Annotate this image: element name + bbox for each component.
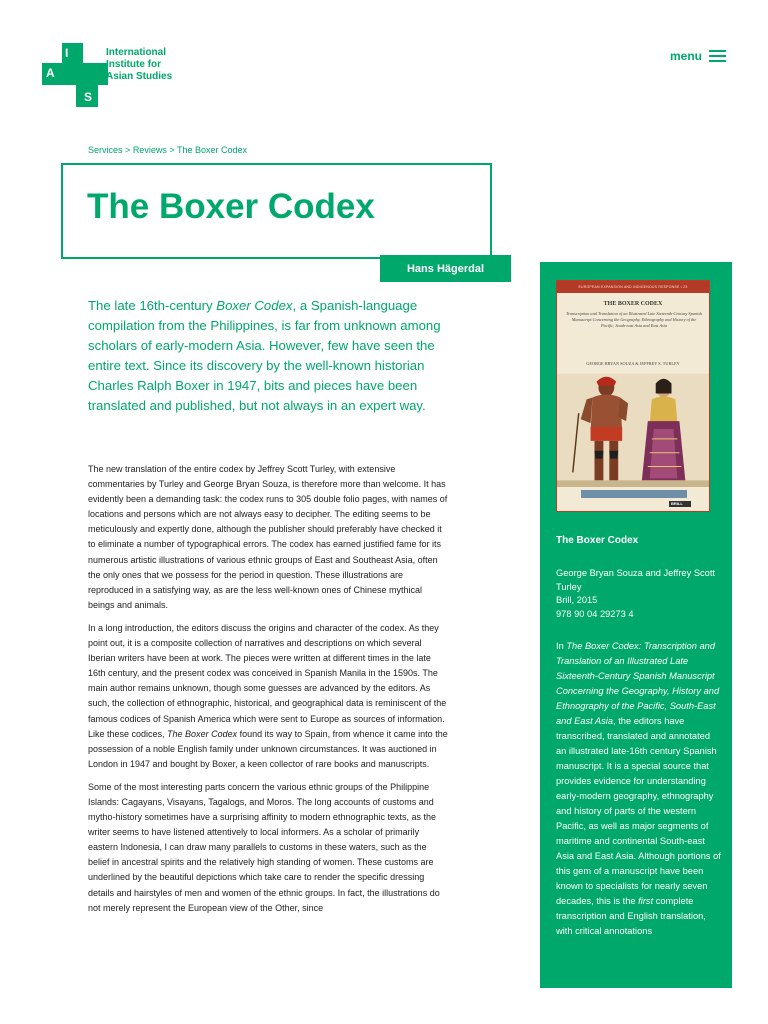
cover-series: EUROPEAN EXPANSION AND INDIGENOUS RESPONSE • 23	[557, 281, 709, 293]
book-authors: George Bryan Souza and Jeffrey Scott Turley	[556, 568, 716, 592]
book-description: In The Boxer Codex: Transcription and Translation of an Illustrated Late Sixteenth-Century Spanish Manuscript Concerning the Geography, History and Ethnography of the Pacific, South-East and East Asia, the editors have transcribed, translated and annotated an illustrated late-16th century Spanish manuscript. It is a special source that provides evidence for understanding early-modern geography, ethnography and history of parts of the western Pacific, as well as major segments of maritime and continental South-east Asia and East Asia. Although portions of this gem of a manuscript have been known to specialists for nearly seven decades, this is the first complete transcription and English translation, with critical annotations	[556, 641, 721, 936]
cover-subtitle: Transcription and Translation of an Illustrated Late Sixteenth-Century Spanish Manuscript Concerning the Geography, Ethnography and History of the Pacific, South-east Asia and East Asia	[565, 311, 703, 328]
logo-letter: I	[65, 46, 69, 60]
breadcrumb-separator: >	[169, 145, 175, 155]
title-box	[61, 163, 492, 259]
menu-label: menu	[669, 49, 702, 63]
book-publisher: Brill, 2015	[556, 595, 598, 606]
cover-authors: GEORGE BRYAN SOUZA & JEFFREY S. TURLEY	[586, 361, 680, 366]
breadcrumb-current[interactable]: The Boxer Codex	[176, 145, 247, 155]
body-paragraph: In a long introduction, the editors discuss the origins and character of the codex. As they point out, it is a composite collection of narratives and descriptions on which several Iberian writers have been at work. The pieces were written at different times in the late 16th century, and the present codex was conceived in Spanish Manila in the 1590s. The main author remains unknown, though some guesses are advanced by the editors. As such, the collection of ethnographic, historical, and geographical data is reminiscent of the famous codices of Spanish America which were sent to Europe as sources of information. Like these codices, The Boxer Codex found its way to Spain, from whence it came into the possession of a noble English family under unknown circumstances. It was auctioned in London in 1947 and bought by Boxer, a keen collector of rare books and manuscripts.	[88, 622, 448, 769]
body-paragraph: Some of the most interesting parts concern the various ethnic groups of the Philippine Islands: Cagayans, Visayans, Tagalogs, and Moros. The long accounts of customs and mytho-history sometimes have a surprising affinity to modern ethnographic texts, as the writer seems to have listened attentively to local informers. As a scholar of primarily eastern Indonesia, I can draw many parallels to customs in these waters, such as the belief in ancestral spirits and the relatively high standing of women. These customs are underlined by the beautiful depictions which take care to render the specific dressing details and hairstyles of men and women of the ethnic groups. In fact, the illustrations do not merely represent the European view of the Other, since	[88, 781, 440, 913]
breadcrumb	[88, 145, 247, 155]
cover-publisher: BRILL	[671, 501, 683, 506]
logo-square	[62, 63, 108, 85]
hamburger-icon	[709, 50, 726, 62]
menu-button[interactable]	[670, 49, 726, 63]
book-title: The Boxer Codex	[556, 535, 639, 546]
page-title: The Boxer Codex	[87, 187, 375, 226]
cover-illustration	[557, 373, 709, 489]
book-cover[interactable]	[556, 280, 710, 512]
book-isbn: 978 90 04 29273 4	[556, 609, 634, 620]
author-tag: Hans Hägerdal	[380, 255, 511, 282]
lead-paragraph: The late 16th-century Boxer Codex, a Spanish-language compilation from the Philippines, is far from unknown among scholars of early-modern Asia. However, few have seen the entire text. Since its discovery by the well-known historian Charles Ralph Boxer in 1947, bits and pieces have been translated and published, but not always in an expert way.	[88, 298, 441, 413]
body-paragraph: The new translation of the entire codex by Jeffrey Scott Turley, with extensive commentaries by Turley and George Bryan Souza, is therefore more than welcome. It has evidently been a demanding task: the codex runs to 305 double folio pages, with names of locations and persons which are not always easy to decipher. The editing seems to be meticulously and expertly done, although the publisher should preferably have checked it to eliminate a number of typographical errors. The codex has earned justified fame for its numerous artistic illustrations of various ethnic groups of East and Southeast Asia, often the only ones that we possess for the period in question. These illustrations are reproduced in a satisfying way, as are the less well-known ones of Chinese mythical beings and animals.	[88, 464, 448, 610]
book-meta	[556, 567, 720, 622]
breadcrumb-reviews[interactable]: Reviews	[132, 145, 167, 155]
cover-title: THE BOXER CODEX	[603, 301, 663, 307]
cover-footer	[557, 487, 709, 511]
article-body	[88, 462, 450, 924]
breadcrumb-services[interactable]: Services	[88, 145, 123, 155]
logo-letter: S	[84, 90, 93, 104]
book-sidebar	[540, 262, 732, 988]
logo-wordmark[interactable]: International Institute for Asian Studies	[106, 47, 173, 82]
logo-letter: A	[46, 66, 55, 80]
breadcrumb-separator: >	[125, 145, 131, 155]
